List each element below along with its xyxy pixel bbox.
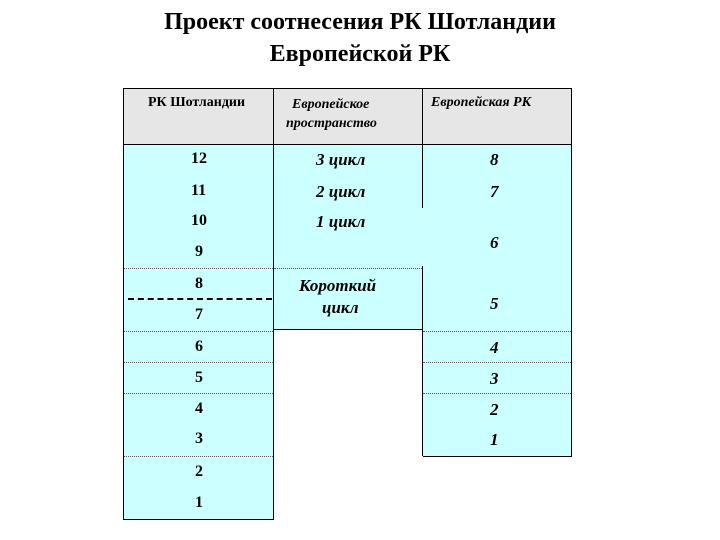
scot-level-1: 1 (195, 494, 203, 511)
header-european-space-line2: пространство (286, 116, 377, 131)
table-border-col1-right (273, 88, 274, 520)
scot-level-11: 11 (191, 182, 207, 199)
header-european-nqf-label: Европейская РК (431, 95, 532, 110)
table-border-top (123, 88, 572, 89)
short-cycle-line2: цикл (322, 298, 359, 317)
eu-level-6: 6 (490, 233, 499, 252)
divider-scot-7-6 (124, 331, 273, 332)
header-scotland-label: РК Шотландии (148, 95, 246, 110)
eu-level-1: 1 (490, 430, 499, 449)
divider-scot-5-4 (124, 393, 273, 394)
cycles-bottom-border (273, 329, 423, 330)
scot-level-3: 3 (195, 430, 203, 447)
table-border-col2-right-bottom (422, 266, 423, 456)
eu-level-2: 2 (490, 400, 499, 419)
page-subtitle: Европейской РК (269, 41, 451, 67)
divider-eu-3-2 (423, 393, 571, 394)
short-cycle-line1: Короткий (299, 276, 377, 295)
scot-level-12: 12 (191, 150, 207, 167)
header-divider (123, 144, 572, 145)
header-european-space-line1: Европейское (292, 97, 370, 112)
header-european-nqf (423, 88, 571, 144)
scot-level-8: 8 (195, 275, 203, 292)
header-european-space (274, 88, 423, 144)
scot-level-10: 10 (191, 212, 207, 229)
scot-level-5: 5 (195, 369, 203, 386)
page-title: Проект соотнесения РК Шотландии (164, 9, 556, 35)
cycle-1: 1 цикл (316, 212, 366, 231)
eu-level-4: 4 (490, 338, 499, 357)
scot-level-7: 7 (195, 306, 203, 323)
scotland-bottom-border (123, 519, 274, 520)
eu-level-7: 7 (490, 182, 499, 201)
divider-eu-4-3 (423, 362, 571, 363)
divider-eu-5-4 (423, 331, 571, 332)
scot-level-9: 9 (195, 243, 203, 260)
dashed-divider-scot-8-7 (128, 298, 272, 300)
divider-scot-6-5 (124, 362, 273, 363)
european-bottom-border (423, 456, 572, 457)
cycle-3: 3 цикл (316, 150, 366, 169)
cycle-2: 2 цикл (316, 182, 366, 201)
eu-level-8: 8 (490, 150, 499, 169)
scot-level-4: 4 (195, 400, 203, 417)
scot-level-6: 6 (195, 338, 203, 355)
divider-cycle1-short (274, 268, 422, 269)
eu-level-5: 5 (490, 294, 499, 313)
table-border-col2-right-top (422, 88, 423, 208)
header-scotland (124, 88, 274, 144)
eu-level-3: 3 (490, 369, 499, 388)
divider-scot-3-2 (124, 456, 273, 457)
divider-scot-9-8 (124, 268, 273, 269)
scot-level-2: 2 (195, 463, 203, 480)
